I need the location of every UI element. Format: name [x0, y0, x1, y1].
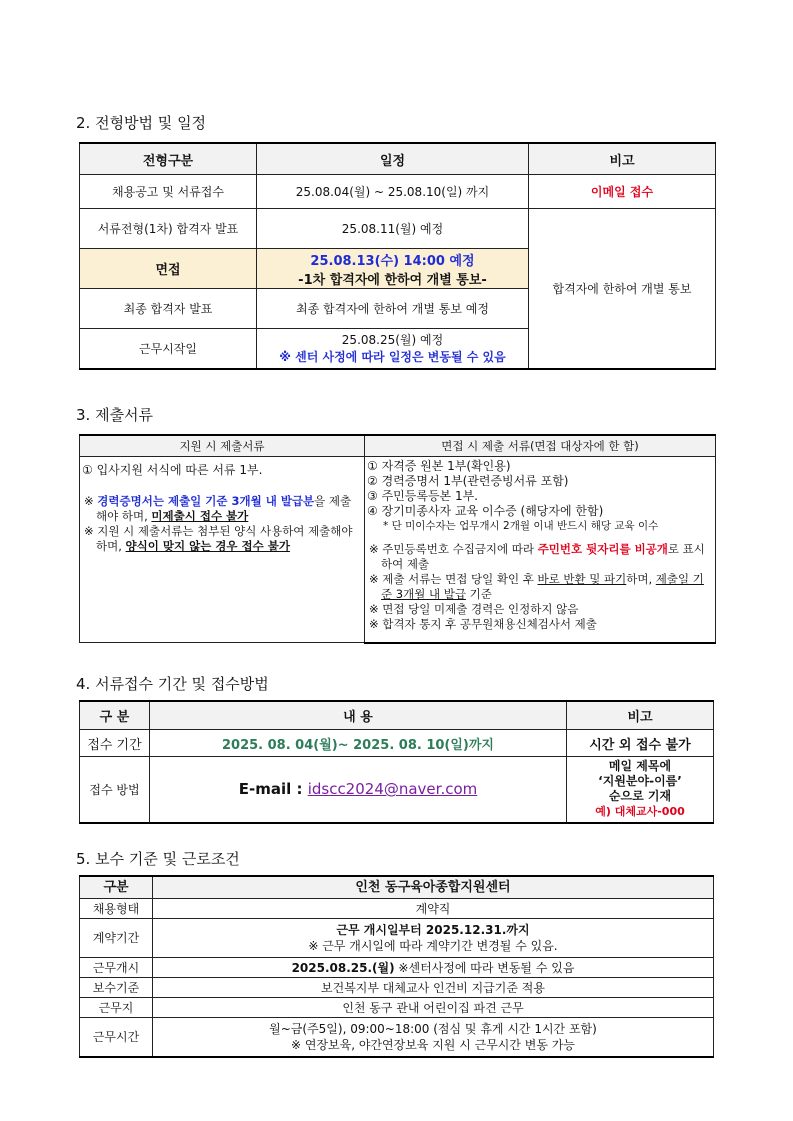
- row-label: 근무개시: [80, 958, 153, 978]
- apply-note-2-underline: 양식이 맞지 않는 경우 접수 불가: [125, 539, 290, 553]
- apply-note-2: [82, 524, 362, 554]
- interview-date: 25.08.13(수) 14:00 예정: [310, 253, 475, 269]
- email-link[interactable]: idscc2024@naver.com: [307, 780, 478, 799]
- header-label: 구분: [80, 876, 153, 899]
- interview-note-1: [367, 542, 713, 572]
- apply-docs-cell: [80, 457, 365, 643]
- row-label: 보수기준: [80, 978, 153, 998]
- header-remark: 비고: [567, 701, 714, 730]
- interview-doc-item-3: ③ 주민등록등본 1부.: [367, 489, 478, 503]
- row-value: 보건복지부 대체교사 인건비 지급기준 적용: [153, 978, 714, 998]
- interview-note-2-underline-2: 제출일 기준 3개월 내 발급: [381, 572, 704, 601]
- header-center: 인천 동구육아종합지원센터: [153, 876, 714, 899]
- contract-period: 근무 개시일부터 2025.12.31.까지: [336, 923, 530, 937]
- interview-note-3: ※ 면접 당일 미제출 경력은 인정하지 않음: [369, 602, 579, 616]
- interview-note-2-text: ※ 제출 서류는 면접 당일 확인 후: [369, 572, 538, 586]
- date-start: [257, 329, 529, 369]
- section-2-title: 2. 전형방법 및 일정: [76, 114, 207, 132]
- interview-note-2: [367, 572, 713, 602]
- interview-note-2-post: 기준: [465, 587, 492, 601]
- remark-line-1: 메일 제목에: [608, 759, 672, 774]
- header-stage: 전형구분: [80, 143, 257, 175]
- section-3-title: 3. 제출서류: [76, 406, 154, 424]
- work-hours: 월~금(주5일), 09:00~18:00 (점심 및 휴게 시간 1시간 포함): [269, 1021, 597, 1036]
- stage-interview: 면접: [80, 249, 257, 289]
- apply-note-1-bold: 경력증명서는 제출일 기준 3개월 내 발급분: [97, 494, 315, 508]
- header-category: 구 분: [80, 701, 150, 730]
- interview-doc-item-1: ① 자격증 원본 1부(확인용): [367, 459, 511, 473]
- conditions-table: [79, 875, 714, 1058]
- start-date-note: ※센터사정에 따라 변동될 수 있음: [394, 960, 575, 975]
- documents-table: [79, 434, 716, 644]
- interview-note-1-red: 주민번호 뒷자리를 비공개: [537, 542, 668, 556]
- header-note: 비고: [529, 143, 716, 175]
- interview-note: -1차 합격자에 한하여 개별 통보-: [298, 272, 487, 288]
- method-remark: [567, 757, 714, 823]
- interview-doc-item-4-sub: * 단 미이수자는 업무개시 2개월 이내 반드시 해당 교육 이수: [383, 520, 659, 532]
- interview-docs-cell: [365, 457, 716, 643]
- interview-doc-item-2: ② 경력증명서 1부(관련증빙서류 포함): [367, 474, 569, 488]
- interview-note-1-post: 로 표시하여 제출: [381, 542, 705, 571]
- apply-note-2-text: ※ 지원 시 제출서류는 첨부된 양식 사용하여 제출해야 하며,: [84, 524, 353, 553]
- header-content: 내 용: [150, 701, 567, 730]
- section-4-title: 4. 서류접수 기간 및 접수방법: [76, 675, 269, 693]
- date-doc-result: 25.08.11(월) 예정: [257, 209, 529, 249]
- start-note: ※ 센터 사정에 따라 일정은 변동될 수 있음: [279, 350, 506, 365]
- schedule-table: [79, 142, 716, 370]
- application-table: [79, 700, 714, 824]
- row-value: 계약직: [153, 899, 714, 919]
- stage-application: 채용공고 및 서류접수: [80, 175, 257, 209]
- apply-note-1-mid: 을 제출해야 하며,: [96, 494, 352, 523]
- date-application: 25.08.04(월) ~ 25.08.10(일) 까지: [257, 175, 529, 209]
- interview-note-1-text: ※ 주민등록번호 수집금지에 따라: [369, 542, 538, 556]
- apply-note-1: [82, 494, 362, 524]
- row-label: 근무시간: [80, 1018, 153, 1057]
- header-apply-docs: 지원 시 제출서류: [80, 435, 365, 457]
- method-label: 접수 방법: [80, 757, 150, 823]
- remark-line-3: 순으로 기재: [608, 789, 672, 804]
- date-final-result: 최종 합격자에 한하여 개별 통보 예정: [257, 289, 529, 329]
- start-date-bold: 2025.08.25.(월): [291, 960, 395, 975]
- start-date: 25.08.25(월) 예정: [341, 333, 444, 348]
- interview-note-2-mid: 하며,: [626, 572, 656, 586]
- row-label: 근무지: [80, 998, 153, 1018]
- section-5-title: 5. 보수 기준 및 근로조건: [76, 850, 240, 868]
- remark-line-2: ‘지원분야-이름’: [598, 774, 682, 789]
- date-interview: [257, 249, 529, 289]
- remark-line-4: 예) 대체교사-000: [595, 805, 685, 819]
- period-label: 접수 기간: [80, 730, 150, 757]
- period-remark: 시간 외 접수 불가: [567, 730, 714, 757]
- stage-start: 근무시작일: [80, 329, 257, 369]
- period-content: 2025. 08. 04(월)~ 2025. 08. 10(일)까지: [150, 730, 567, 757]
- note-email: 이메일 접수: [529, 175, 716, 209]
- header-interview-docs: 면접 시 제출 서류(면접 대상자에 한 함): [365, 435, 716, 457]
- stage-doc-result: 서류전형(1차) 합격자 발표: [80, 209, 257, 249]
- note-individual-notice: 합격자에 한하여 개별 통보: [529, 209, 716, 369]
- row-label: 채용형태: [80, 899, 153, 919]
- row-value: [153, 958, 714, 978]
- email-label: E-mail :: [238, 780, 308, 799]
- header-date: 일정: [257, 143, 529, 175]
- interview-doc-item-4: ④ 장기미종사자 교육 이수증 (해당자에 한함): [367, 504, 604, 518]
- stage-final-result: 최종 합격자 발표: [80, 289, 257, 329]
- apply-note-1-underline: 미제출시 접수 불가: [151, 509, 249, 523]
- method-content: [150, 757, 567, 823]
- row-value: [153, 919, 714, 958]
- row-label: 계약기간: [80, 919, 153, 958]
- interview-note-4: ※ 합격자 통지 후 공무원채용신체검사서 제출: [369, 617, 597, 631]
- work-hours-note: ※ 연장보육, 야간연장보육 지원 시 근무시간 변동 가능: [290, 1037, 575, 1052]
- apply-doc-item-1: ① 입사지원 서식에 따른 서류 1부.: [82, 463, 263, 477]
- row-value: [153, 1018, 714, 1057]
- apply-note-1-mark: ※: [84, 494, 98, 508]
- contract-note: ※ 근무 개시일에 따라 계약기간 변경될 수 있음.: [308, 939, 558, 953]
- interview-note-2-underline-1: 바로 반환 및 파기: [537, 572, 627, 586]
- row-value: 인천 동구 관내 어린이집 파견 근무: [153, 998, 714, 1018]
